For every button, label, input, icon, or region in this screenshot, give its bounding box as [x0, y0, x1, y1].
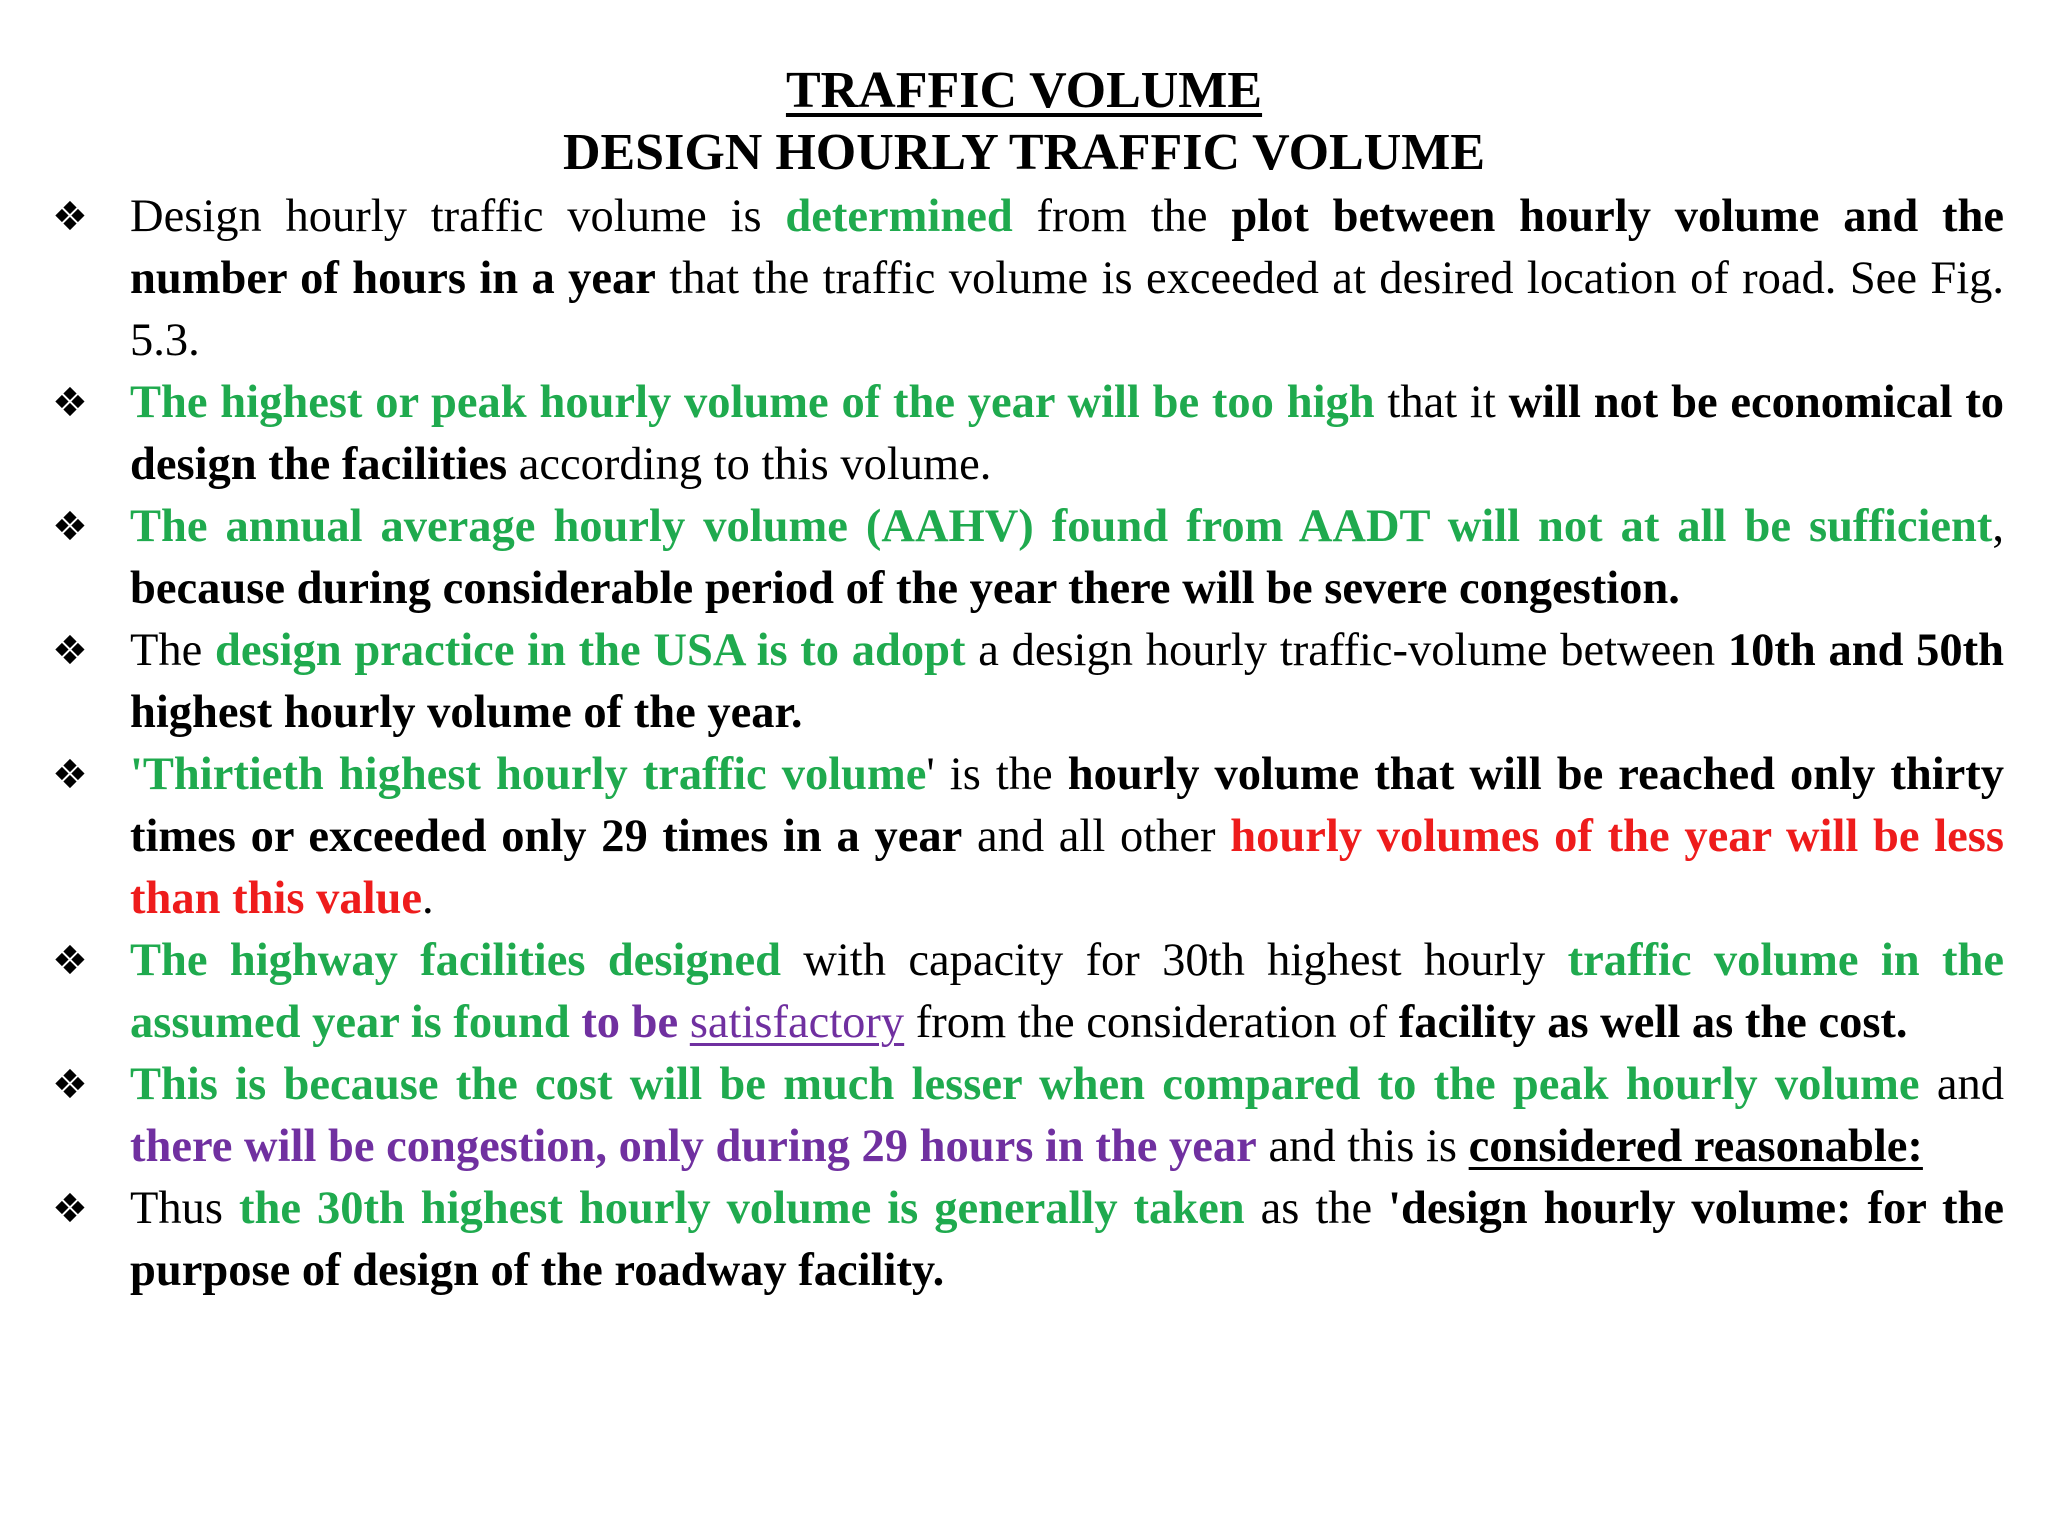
bullet-item	[52, 620, 2004, 744]
text-run: 'Thirtieth highest hourly traffic volume	[130, 749, 927, 800]
bullet-item	[52, 186, 2004, 372]
bullet-text	[130, 620, 2004, 744]
diamond-bullet-icon: ❖	[52, 194, 88, 240]
bullet-item	[52, 372, 2004, 496]
text-run: This is because the cost will be much lesser when compared to the peak hourly volume	[130, 1059, 1920, 1110]
text-run: ,	[1992, 501, 2004, 552]
text-run: satisfactory	[689, 997, 905, 1048]
text-run: ' is the	[926, 749, 1068, 800]
diamond-bullet-icon: ❖	[52, 628, 88, 674]
text-run: The highest or peak hourly volume of the year will be too high	[130, 377, 1375, 428]
page-title: TRAFFIC VOLUME	[785, 62, 1263, 119]
diamond-bullet-icon: ❖	[52, 1186, 88, 1232]
bullet-text	[130, 744, 2004, 930]
text-run: with capacity for 30th highest hourly	[780, 935, 1568, 986]
text-run: The annual average hourly volume (AAHV) found from AADT will not at all be sufficient	[130, 501, 1993, 552]
text-run: plot between hourly volume and the number of hours in a year	[130, 191, 2004, 304]
text-run: The highway facilities designed	[130, 935, 781, 986]
bullet-text	[130, 1178, 2004, 1302]
text-run: from the	[1012, 191, 1232, 242]
text-run: a design hourly traffic-volume between	[965, 625, 1728, 676]
diamond-bullet-icon: ❖	[52, 504, 88, 550]
text-run: hourly volume that will be reached only thirty times or exceeded only 29 times in a year	[130, 749, 2004, 862]
diamond-bullet-icon: ❖	[52, 938, 88, 984]
text-run: Thus	[130, 1183, 239, 1234]
bullet-item	[52, 744, 2004, 930]
bullet-text	[130, 1054, 2004, 1178]
text-run: design practice in the USA is to adopt	[215, 625, 966, 676]
text-run: the 30th highest hourly volume is generally taken	[238, 1183, 1245, 1234]
bullet-text	[130, 186, 2004, 372]
page-subtitle: DESIGN HOURLY TRAFFIC VOLUME	[562, 124, 1486, 181]
bullet-item	[52, 496, 2004, 620]
text-run: that it	[1374, 377, 1509, 428]
text-run: according to this volume.	[507, 439, 992, 490]
bullet-item	[52, 1178, 2004, 1302]
bullet-item	[52, 930, 2004, 1054]
text-run: The	[130, 625, 216, 676]
text-run: 'design hourly volume: for the purpose of design of the roadway facility.	[130, 1183, 2005, 1296]
text-run: 10th and 50th highest hourly volume of the year.	[130, 625, 2005, 738]
text-run: Design hourly traffic volume is	[130, 191, 786, 242]
title-block	[0, 60, 2048, 184]
text-run: hourly volumes of the year will be less than this value	[130, 811, 2004, 924]
bullet-item	[52, 1054, 2004, 1178]
text-run: as the	[1244, 1183, 1389, 1234]
text-run: traffic volume in the assumed year is found	[130, 935, 2004, 1048]
text-run: from the consideration of	[904, 997, 1399, 1048]
bullet-text	[130, 496, 2004, 620]
text-run: and this is	[1256, 1121, 1469, 1172]
bullet-text	[130, 930, 2004, 1054]
text-run: that the traffic volume is exceeded at desired location of road. See Fig. 5.3.	[130, 253, 2004, 366]
text-run: facility as well as the cost.	[1398, 997, 1908, 1048]
text-run: .	[422, 873, 434, 924]
text-run: because during considerable period of the year there will be severe congestion.	[130, 563, 1680, 614]
text-run: to be	[581, 997, 690, 1048]
diamond-bullet-icon: ❖	[52, 380, 88, 426]
text-run: considered reasonable:	[1468, 1121, 1923, 1172]
diamond-bullet-icon: ❖	[52, 752, 88, 798]
text-run: and	[1919, 1059, 2004, 1110]
bullet-text	[130, 372, 2004, 496]
diamond-bullet-icon: ❖	[52, 1062, 88, 1108]
text-run: there will be congestion, only during 29 hours in the year	[130, 1121, 1257, 1172]
bullet-list	[52, 186, 2004, 1302]
text-run: determined	[785, 191, 1013, 242]
text-run: will not be economical to design the facilities	[130, 377, 2005, 490]
text-run: and all other	[962, 811, 1231, 862]
